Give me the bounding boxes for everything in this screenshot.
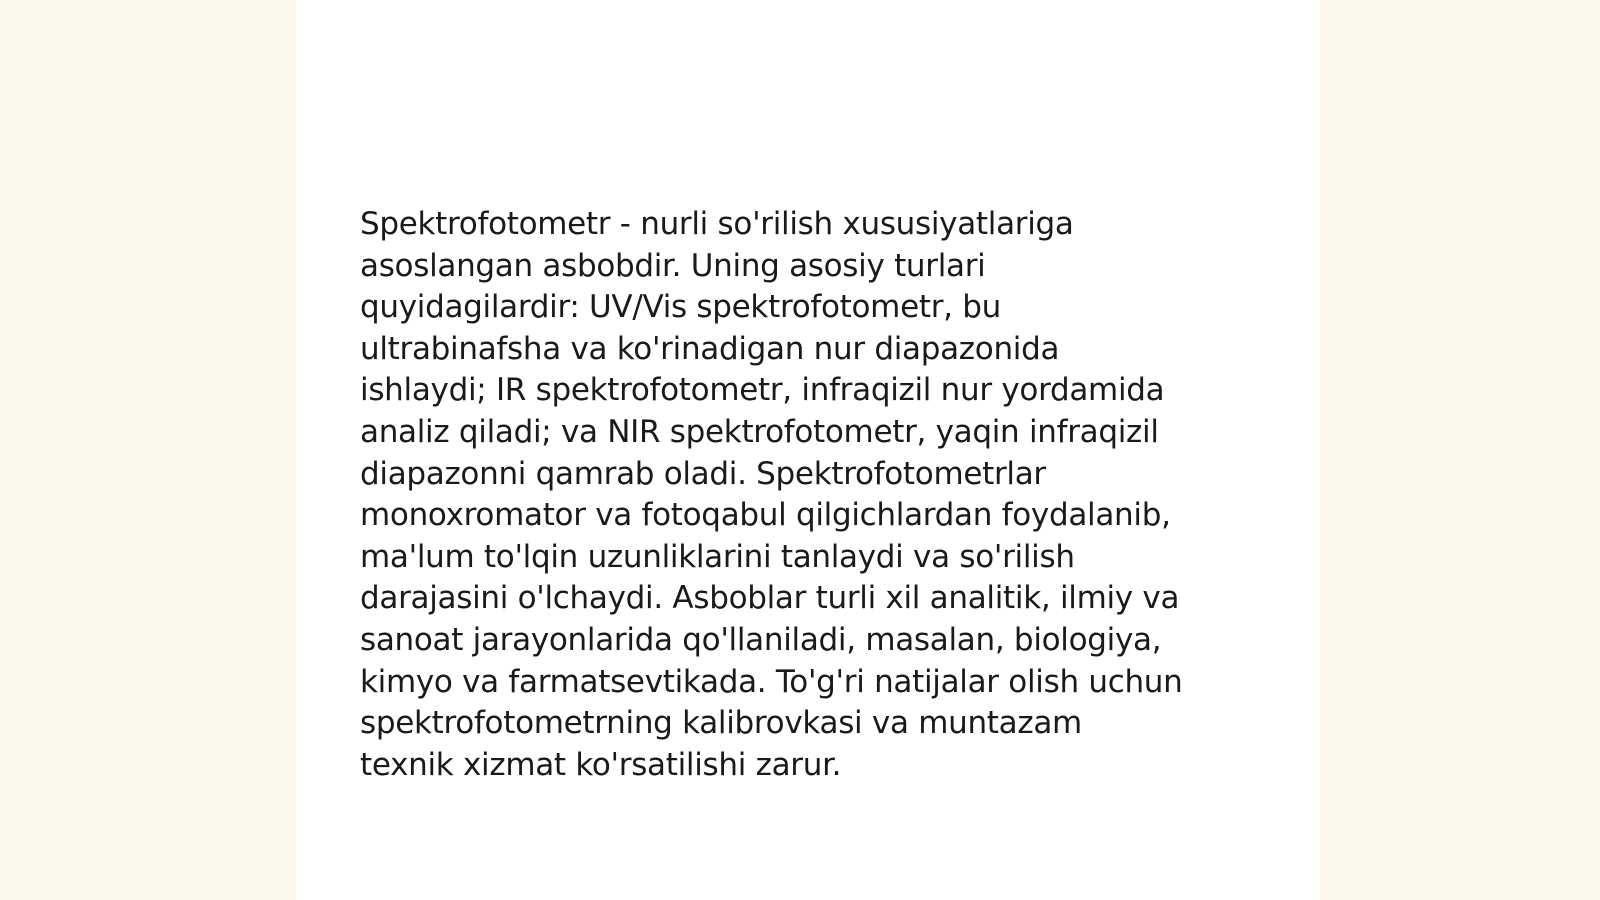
paragraph-line: diapazonni qamrab oladi. Spektrofotometrlar: [360, 455, 1046, 492]
body-paragraph: [360, 204, 1260, 786]
paragraph-line: analiz qiladi; va NIR spektrofotometr, yaqin infraqizil: [360, 413, 1159, 450]
paragraph-line: ma'lum to'lqin uzunliklarini tanlaydi va so'rilish: [360, 538, 1075, 575]
paragraph-line: quyidagilardir: UV/Vis spektrofotometr, bu: [360, 289, 1001, 326]
paragraph-line: asoslangan asbobdir. Uning asosiy turlari: [360, 247, 986, 284]
document-page: [296, 0, 1320, 900]
paragraph-line: ultrabinafsha va ko'rinadigan nur diapazonida: [360, 330, 1060, 367]
paragraph-line: spektrofotometrning kalibrovkasi va muntazam: [360, 705, 1082, 742]
paragraph-line: sanoat jarayonlarida qo'llaniladi, masalan, biologiya,: [360, 621, 1162, 658]
paragraph-line: kimyo va farmatsevtikada. To'g'ri natijalar olish uchun: [360, 663, 1183, 700]
paragraph-line: ishlaydi; IR spektrofotometr, infraqizil nur yordamida: [360, 372, 1165, 409]
paragraph-line: monoxromator va fotoqabul qilgichlardan foydalanib,: [360, 497, 1171, 534]
paragraph-line: texnik xizmat ko'rsatilishi zarur.: [360, 746, 842, 783]
paragraph-line: darajasini o'lchaydi. Asboblar turli xil analitik, ilmiy va: [360, 580, 1180, 617]
paragraph-line: Spektrofotometr - nurli so'rilish xususiyatlariga: [360, 206, 1074, 242]
